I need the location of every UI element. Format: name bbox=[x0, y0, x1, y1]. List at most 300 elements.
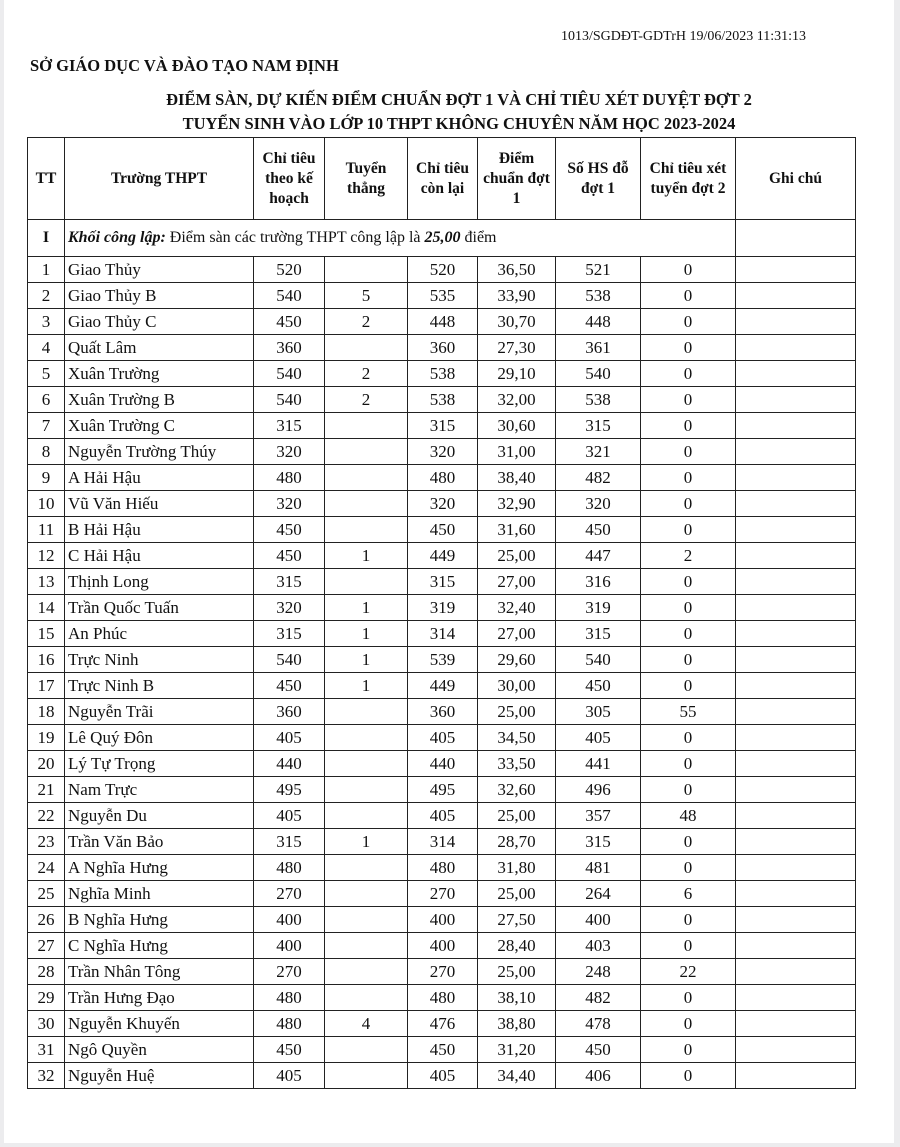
remaining-quota: 315 bbox=[408, 413, 478, 439]
cutoff-score: 29,10 bbox=[478, 361, 556, 387]
table-row bbox=[28, 725, 856, 751]
school-name: Nguyễn Khuyến bbox=[65, 1011, 254, 1037]
school-name: Nghĩa Minh bbox=[65, 881, 254, 907]
direct-admission bbox=[325, 933, 408, 959]
remaining-quota: 270 bbox=[408, 881, 478, 907]
cutoff-score: 38,10 bbox=[478, 985, 556, 1011]
round-2-quota: 0 bbox=[641, 647, 736, 673]
passed-count: 481 bbox=[556, 855, 641, 881]
document-reference: 1013/SGDĐT-GDTrH 19/06/2023 11:31:13 bbox=[561, 29, 807, 44]
notes bbox=[736, 543, 856, 569]
direct-admission: 1 bbox=[325, 647, 408, 673]
notes bbox=[736, 517, 856, 543]
planned-quota: 270 bbox=[254, 881, 325, 907]
passed-count: 248 bbox=[556, 959, 641, 985]
round-2-quota: 22 bbox=[641, 959, 736, 985]
remaining-quota: 449 bbox=[408, 543, 478, 569]
school-name: B Hải Hậu bbox=[65, 517, 254, 543]
round-2-quota: 0 bbox=[641, 595, 736, 621]
planned-quota: 480 bbox=[254, 465, 325, 491]
passed-count: 321 bbox=[556, 439, 641, 465]
remaining-quota: 314 bbox=[408, 829, 478, 855]
passed-count: 538 bbox=[556, 387, 641, 413]
school-name: Giao Thủy C bbox=[65, 309, 254, 335]
cutoff-score: 25,00 bbox=[478, 699, 556, 725]
table-row bbox=[28, 881, 856, 907]
header-cutoff-round-1: Điểm chuẩn đợt 1 bbox=[478, 138, 556, 220]
row-number: 28 bbox=[28, 959, 65, 985]
table-row bbox=[28, 647, 856, 673]
table-row bbox=[28, 413, 856, 439]
school-name: Ngô Quyền bbox=[65, 1037, 254, 1063]
row-number: 2 bbox=[28, 283, 65, 309]
cutoff-score: 25,00 bbox=[478, 543, 556, 569]
notes bbox=[736, 309, 856, 335]
round-2-quota: 0 bbox=[641, 283, 736, 309]
direct-admission: 2 bbox=[325, 309, 408, 335]
round-2-quota: 0 bbox=[641, 413, 736, 439]
school-name: Lê Quý Đôn bbox=[65, 725, 254, 751]
row-number: 17 bbox=[28, 673, 65, 699]
school-name: A Hải Hậu bbox=[65, 465, 254, 491]
passed-count: 450 bbox=[556, 1037, 641, 1063]
remaining-quota: 495 bbox=[408, 777, 478, 803]
direct-admission bbox=[325, 699, 408, 725]
remaining-quota: 320 bbox=[408, 439, 478, 465]
round-2-quota: 6 bbox=[641, 881, 736, 907]
planned-quota: 320 bbox=[254, 491, 325, 517]
school-name: Nam Trực bbox=[65, 777, 254, 803]
remaining-quota: 270 bbox=[408, 959, 478, 985]
school-name: Thịnh Long bbox=[65, 569, 254, 595]
direct-admission: 4 bbox=[325, 1011, 408, 1037]
row-number: 1 bbox=[28, 257, 65, 283]
section-number: I bbox=[28, 220, 65, 257]
notes bbox=[736, 855, 856, 881]
planned-quota: 315 bbox=[254, 829, 325, 855]
school-name: Xuân Trường C bbox=[65, 413, 254, 439]
school-name: Nguyễn Huệ bbox=[65, 1063, 254, 1089]
notes bbox=[736, 413, 856, 439]
cutoff-score: 29,60 bbox=[478, 647, 556, 673]
school-name: C Nghĩa Hưng bbox=[65, 933, 254, 959]
round-2-quota: 48 bbox=[641, 803, 736, 829]
direct-admission bbox=[325, 855, 408, 881]
school-name: Trần Nhân Tông bbox=[65, 959, 254, 985]
row-number: 29 bbox=[28, 985, 65, 1011]
planned-quota: 495 bbox=[254, 777, 325, 803]
school-name: Xuân Trường bbox=[65, 361, 254, 387]
table-row bbox=[28, 673, 856, 699]
remaining-quota: 480 bbox=[408, 465, 478, 491]
table-row bbox=[28, 855, 856, 881]
remaining-quota: 405 bbox=[408, 1063, 478, 1089]
row-number: 6 bbox=[28, 387, 65, 413]
cutoff-score: 30,70 bbox=[478, 309, 556, 335]
notes bbox=[736, 699, 856, 725]
round-2-quota: 0 bbox=[641, 361, 736, 387]
cutoff-score: 28,40 bbox=[478, 933, 556, 959]
notes bbox=[736, 387, 856, 413]
row-number: 14 bbox=[28, 595, 65, 621]
table-row bbox=[28, 335, 856, 361]
round-2-quota: 0 bbox=[641, 439, 736, 465]
cutoff-score: 32,00 bbox=[478, 387, 556, 413]
notes bbox=[736, 725, 856, 751]
row-number: 13 bbox=[28, 569, 65, 595]
cutoff-score: 36,50 bbox=[478, 257, 556, 283]
planned-quota: 450 bbox=[254, 517, 325, 543]
notes bbox=[736, 777, 856, 803]
table-row bbox=[28, 959, 856, 985]
planned-quota: 480 bbox=[254, 855, 325, 881]
remaining-quota: 448 bbox=[408, 309, 478, 335]
passed-count: 357 bbox=[556, 803, 641, 829]
section-description bbox=[65, 220, 736, 257]
passed-count: 482 bbox=[556, 465, 641, 491]
table-row bbox=[28, 465, 856, 491]
cutoff-score: 25,00 bbox=[478, 959, 556, 985]
table-row bbox=[28, 1037, 856, 1063]
planned-quota: 540 bbox=[254, 647, 325, 673]
remaining-quota: 535 bbox=[408, 283, 478, 309]
row-number: 11 bbox=[28, 517, 65, 543]
planned-quota: 450 bbox=[254, 543, 325, 569]
notes bbox=[736, 803, 856, 829]
passed-count: 496 bbox=[556, 777, 641, 803]
remaining-quota: 405 bbox=[408, 803, 478, 829]
direct-admission bbox=[325, 1037, 408, 1063]
row-number: 26 bbox=[28, 907, 65, 933]
passed-count: 540 bbox=[556, 361, 641, 387]
row-number: 22 bbox=[28, 803, 65, 829]
school-name: Giao Thủy bbox=[65, 257, 254, 283]
table-row bbox=[28, 491, 856, 517]
passed-count: 316 bbox=[556, 569, 641, 595]
floor-score: 25,00 bbox=[424, 229, 461, 246]
round-2-quota: 0 bbox=[641, 621, 736, 647]
header-quota-round-2: Chỉ tiêu xét tuyển đợt 2 bbox=[641, 138, 736, 220]
notes bbox=[736, 985, 856, 1011]
cutoff-score: 25,00 bbox=[478, 881, 556, 907]
table-row bbox=[28, 699, 856, 725]
school-name: Lý Tự Trọng bbox=[65, 751, 254, 777]
table-row bbox=[28, 283, 856, 309]
notes bbox=[736, 1011, 856, 1037]
passed-count: 406 bbox=[556, 1063, 641, 1089]
passed-count: 403 bbox=[556, 933, 641, 959]
planned-quota: 360 bbox=[254, 699, 325, 725]
passed-count: 450 bbox=[556, 517, 641, 543]
cutoff-score: 30,60 bbox=[478, 413, 556, 439]
table-row bbox=[28, 569, 856, 595]
direct-admission bbox=[325, 335, 408, 361]
school-name: B Nghĩa Hưng bbox=[65, 907, 254, 933]
notes bbox=[736, 361, 856, 387]
round-2-quota: 0 bbox=[641, 777, 736, 803]
table-row bbox=[28, 439, 856, 465]
organization-name: SỞ GIÁO DỤC VÀ ĐÀO TẠO NAM ĐỊNH bbox=[30, 56, 339, 75]
admission-table bbox=[27, 137, 856, 1089]
round-2-quota: 2 bbox=[641, 543, 736, 569]
round-2-quota: 0 bbox=[641, 257, 736, 283]
planned-quota: 320 bbox=[254, 595, 325, 621]
remaining-quota: 450 bbox=[408, 1037, 478, 1063]
cutoff-score: 32,60 bbox=[478, 777, 556, 803]
row-number: 25 bbox=[28, 881, 65, 907]
passed-count: 540 bbox=[556, 647, 641, 673]
planned-quota: 400 bbox=[254, 933, 325, 959]
section-text-before: Điểm sàn các trường THPT công lập là bbox=[165, 229, 425, 246]
cutoff-score: 25,00 bbox=[478, 803, 556, 829]
row-number: 9 bbox=[28, 465, 65, 491]
passed-count: 319 bbox=[556, 595, 641, 621]
passed-count: 361 bbox=[556, 335, 641, 361]
planned-quota: 270 bbox=[254, 959, 325, 985]
notes bbox=[736, 465, 856, 491]
passed-count: 264 bbox=[556, 881, 641, 907]
passed-count: 320 bbox=[556, 491, 641, 517]
passed-count: 441 bbox=[556, 751, 641, 777]
round-2-quota: 0 bbox=[641, 673, 736, 699]
direct-admission bbox=[325, 881, 408, 907]
passed-count: 447 bbox=[556, 543, 641, 569]
planned-quota: 360 bbox=[254, 335, 325, 361]
direct-admission bbox=[325, 985, 408, 1011]
passed-count: 448 bbox=[556, 309, 641, 335]
table-row bbox=[28, 257, 856, 283]
planned-quota: 315 bbox=[254, 621, 325, 647]
round-2-quota: 0 bbox=[641, 1063, 736, 1089]
section-row-public-schools bbox=[28, 220, 856, 257]
round-2-quota: 0 bbox=[641, 907, 736, 933]
round-2-quota: 0 bbox=[641, 751, 736, 777]
notes bbox=[736, 1063, 856, 1089]
notes bbox=[736, 569, 856, 595]
table-row bbox=[28, 595, 856, 621]
round-2-quota: 0 bbox=[641, 491, 736, 517]
planned-quota: 450 bbox=[254, 1037, 325, 1063]
row-number: 32 bbox=[28, 1063, 65, 1089]
school-name: Giao Thủy B bbox=[65, 283, 254, 309]
header-notes: Ghi chú bbox=[736, 138, 856, 220]
direct-admission bbox=[325, 803, 408, 829]
notes bbox=[736, 1037, 856, 1063]
notes bbox=[736, 595, 856, 621]
cutoff-score: 27,00 bbox=[478, 569, 556, 595]
row-number: 3 bbox=[28, 309, 65, 335]
direct-admission bbox=[325, 777, 408, 803]
school-name: An Phúc bbox=[65, 621, 254, 647]
notes bbox=[736, 907, 856, 933]
round-2-quota: 0 bbox=[641, 309, 736, 335]
planned-quota: 440 bbox=[254, 751, 325, 777]
round-2-quota: 0 bbox=[641, 387, 736, 413]
row-number: 27 bbox=[28, 933, 65, 959]
planned-quota: 320 bbox=[254, 439, 325, 465]
notes bbox=[736, 647, 856, 673]
passed-count: 405 bbox=[556, 725, 641, 751]
direct-admission: 1 bbox=[325, 829, 408, 855]
school-name: C Hải Hậu bbox=[65, 543, 254, 569]
notes bbox=[736, 751, 856, 777]
table-header-row bbox=[28, 138, 856, 220]
cutoff-score: 33,90 bbox=[478, 283, 556, 309]
passed-count: 450 bbox=[556, 673, 641, 699]
planned-quota: 405 bbox=[254, 803, 325, 829]
passed-count: 315 bbox=[556, 621, 641, 647]
round-2-quota: 0 bbox=[641, 1037, 736, 1063]
planned-quota: 315 bbox=[254, 413, 325, 439]
cutoff-score: 31,00 bbox=[478, 439, 556, 465]
remaining-quota: 315 bbox=[408, 569, 478, 595]
notes bbox=[736, 959, 856, 985]
cutoff-score: 28,70 bbox=[478, 829, 556, 855]
direct-admission bbox=[325, 569, 408, 595]
round-2-quota: 0 bbox=[641, 725, 736, 751]
cutoff-score: 31,80 bbox=[478, 855, 556, 881]
section-label: Khối công lập: bbox=[68, 229, 166, 246]
row-number: 15 bbox=[28, 621, 65, 647]
round-2-quota: 0 bbox=[641, 517, 736, 543]
direct-admission: 1 bbox=[325, 595, 408, 621]
notes bbox=[736, 257, 856, 283]
round-2-quota: 0 bbox=[641, 985, 736, 1011]
table-row bbox=[28, 985, 856, 1011]
round-2-quota: 0 bbox=[641, 855, 736, 881]
table-row bbox=[28, 309, 856, 335]
row-number: 10 bbox=[28, 491, 65, 517]
header-direct-admission: Tuyển thẳng bbox=[325, 138, 408, 220]
remaining-quota: 319 bbox=[408, 595, 478, 621]
direct-admission bbox=[325, 907, 408, 933]
school-name: Trần Quốc Tuấn bbox=[65, 595, 254, 621]
passed-count: 315 bbox=[556, 413, 641, 439]
row-number: 8 bbox=[28, 439, 65, 465]
round-2-quota: 0 bbox=[641, 465, 736, 491]
cutoff-score: 34,40 bbox=[478, 1063, 556, 1089]
school-name: Trần Văn Bảo bbox=[65, 829, 254, 855]
school-name: Nguyễn Trãi bbox=[65, 699, 254, 725]
planned-quota: 540 bbox=[254, 361, 325, 387]
planned-quota: 315 bbox=[254, 569, 325, 595]
remaining-quota: 314 bbox=[408, 621, 478, 647]
direct-admission bbox=[325, 1063, 408, 1089]
remaining-quota: 400 bbox=[408, 933, 478, 959]
planned-quota: 450 bbox=[254, 673, 325, 699]
row-number: 7 bbox=[28, 413, 65, 439]
round-2-quota: 0 bbox=[641, 335, 736, 361]
table-row bbox=[28, 543, 856, 569]
direct-admission bbox=[325, 725, 408, 751]
school-name: Trực Ninh B bbox=[65, 673, 254, 699]
direct-admission bbox=[325, 959, 408, 985]
passed-count: 482 bbox=[556, 985, 641, 1011]
table-row bbox=[28, 517, 856, 543]
row-number: 19 bbox=[28, 725, 65, 751]
notes bbox=[736, 621, 856, 647]
direct-admission: 5 bbox=[325, 283, 408, 309]
remaining-quota: 450 bbox=[408, 517, 478, 543]
remaining-quota: 520 bbox=[408, 257, 478, 283]
row-number: 31 bbox=[28, 1037, 65, 1063]
school-name: Nguyễn Trường Thúy bbox=[65, 439, 254, 465]
cutoff-score: 34,50 bbox=[478, 725, 556, 751]
row-number: 5 bbox=[28, 361, 65, 387]
document-title-line-2: TUYỂN SINH VÀO LỚP 10 THPT KHÔNG CHUYÊN NĂM HỌC 2023-2024 bbox=[182, 114, 736, 133]
direct-admission: 1 bbox=[325, 673, 408, 699]
notes bbox=[736, 439, 856, 465]
row-number: 24 bbox=[28, 855, 65, 881]
passed-count: 400 bbox=[556, 907, 641, 933]
direct-admission: 1 bbox=[325, 543, 408, 569]
round-2-quota: 55 bbox=[641, 699, 736, 725]
remaining-quota: 538 bbox=[408, 361, 478, 387]
school-name: Trần Hưng Đạo bbox=[65, 985, 254, 1011]
cutoff-score: 38,80 bbox=[478, 1011, 556, 1037]
passed-count: 305 bbox=[556, 699, 641, 725]
table-row bbox=[28, 751, 856, 777]
direct-admission: 2 bbox=[325, 361, 408, 387]
cutoff-score: 30,00 bbox=[478, 673, 556, 699]
remaining-quota: 400 bbox=[408, 907, 478, 933]
cutoff-score: 31,20 bbox=[478, 1037, 556, 1063]
header-remaining-quota: Chỉ tiêu còn lại bbox=[408, 138, 478, 220]
direct-admission bbox=[325, 751, 408, 777]
planned-quota: 405 bbox=[254, 1063, 325, 1089]
round-2-quota: 0 bbox=[641, 829, 736, 855]
header-tt: TT bbox=[28, 138, 65, 220]
school-name: Nguyễn Du bbox=[65, 803, 254, 829]
remaining-quota: 480 bbox=[408, 985, 478, 1011]
table-row bbox=[28, 829, 856, 855]
cutoff-score: 38,40 bbox=[478, 465, 556, 491]
remaining-quota: 405 bbox=[408, 725, 478, 751]
notes bbox=[736, 881, 856, 907]
cutoff-score: 32,40 bbox=[478, 595, 556, 621]
remaining-quota: 440 bbox=[408, 751, 478, 777]
notes bbox=[736, 933, 856, 959]
direct-admission: 2 bbox=[325, 387, 408, 413]
cutoff-score: 31,60 bbox=[478, 517, 556, 543]
direct-admission: 1 bbox=[325, 621, 408, 647]
row-number: 16 bbox=[28, 647, 65, 673]
table-row bbox=[28, 933, 856, 959]
cutoff-score: 32,90 bbox=[478, 491, 556, 517]
remaining-quota: 360 bbox=[408, 335, 478, 361]
row-number: 20 bbox=[28, 751, 65, 777]
row-number: 18 bbox=[28, 699, 65, 725]
remaining-quota: 538 bbox=[408, 387, 478, 413]
direct-admission bbox=[325, 413, 408, 439]
school-name: Xuân Trường B bbox=[65, 387, 254, 413]
section-notes bbox=[736, 220, 856, 257]
planned-quota: 540 bbox=[254, 387, 325, 413]
round-2-quota: 0 bbox=[641, 1011, 736, 1037]
notes bbox=[736, 829, 856, 855]
table-row bbox=[28, 1063, 856, 1089]
planned-quota: 400 bbox=[254, 907, 325, 933]
header-planned-quota: Chỉ tiêu theo kế hoạch bbox=[254, 138, 325, 220]
table-row bbox=[28, 621, 856, 647]
passed-count: 315 bbox=[556, 829, 641, 855]
row-number: 4 bbox=[28, 335, 65, 361]
planned-quota: 450 bbox=[254, 309, 325, 335]
remaining-quota: 320 bbox=[408, 491, 478, 517]
school-name: Vũ Văn Hiếu bbox=[65, 491, 254, 517]
row-number: 12 bbox=[28, 543, 65, 569]
direct-admission bbox=[325, 465, 408, 491]
